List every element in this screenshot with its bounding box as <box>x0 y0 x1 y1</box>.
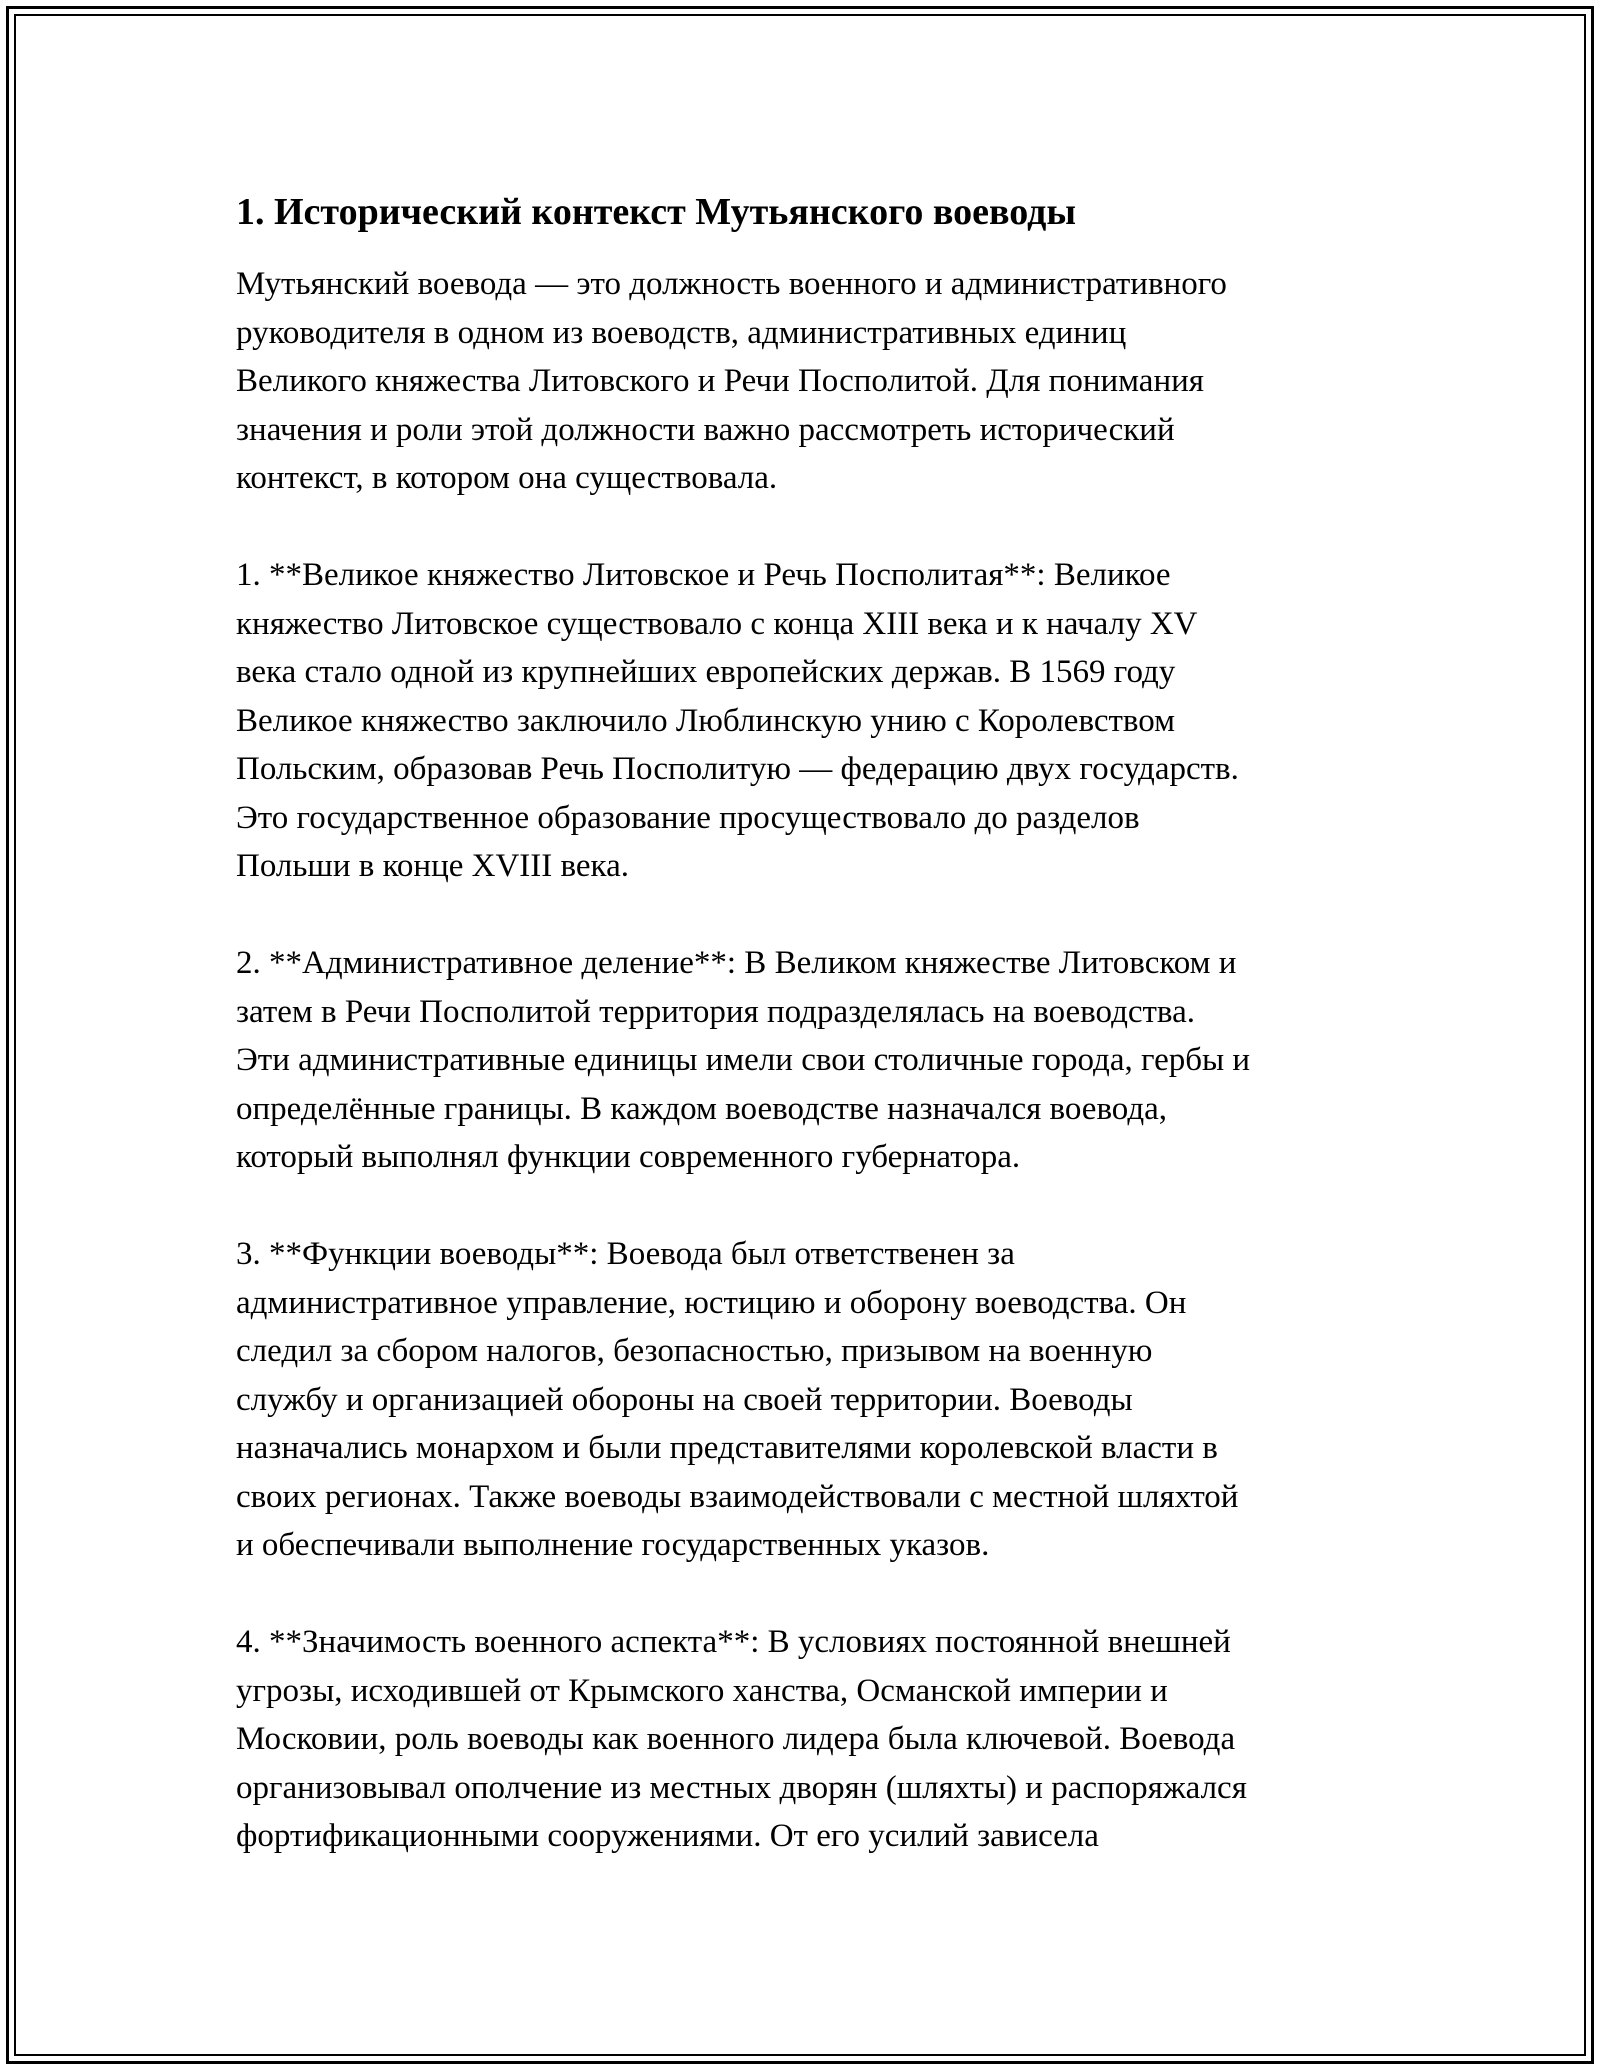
list-item-military-aspect: 4. **Значимость военного аспекта**: В условиях постоянной внешней угрозы, исходившей от Крымского ханства, Османской империи и Московии, роль воеводы как военного лидера была ключевой. Воевода организовывал ополчение из местных дворян (шляхты) и распоряжался фортификационными сооружениями. От его усилий зависела <box>236 1624 1247 1854</box>
section-title: 1. Исторический контекст Мутьянского воеводы <box>236 191 1077 233</box>
document-body <box>236 182 1376 1861</box>
list-item-administrative-division: 2. **Административное деление**: В Великом княжестве Литовском и затем в Речи Посполитой территория подразделялась на воеводства. Эти административные единицы имели свои столичные города, гербы и определённые границы. В каждом воеводстве назначался воевода, который выполнял функции современного губернатора. <box>236 945 1251 1175</box>
list-item-voivode-functions: 3. **Функции воеводы**: Воевода был ответственен за административное управление, юстицию и оборону воеводства. Он следил за сбором налогов, безопасностью, призывом на военную службу и организацией обороны на своей территории. Воеводы назначались монархом и были представителями королевской власти в своих регионах. Также воеводы взаимодействовали с местной шляхтой и обеспечивали выполнение государственных указов. <box>236 1236 1239 1563</box>
list-item-grand-duchy: 1. **Великое княжество Литовское и Речь Посполитая**: Великое княжество Литовское существовало с конца XIII века и к началу XV века стало одной из крупнейших европейских держав. В 1569 году Великое княжество заключило Люблинскую унию с Королевством Польским, образовав Речь Посполитую — федерацию двух государств. Это государственное образование просуществовало до разделов Польши в конце XVIII века. <box>236 557 1239 884</box>
intro-paragraph: Мутьянский воевода — это должность военного и административного руководителя в одном из воеводств, административных единиц Великого княжества Литовского и Речи Посполитой. Для понимания значения и роли этой должности важно рассмотреть исторический контекст, в котором она существовала. <box>236 266 1227 496</box>
